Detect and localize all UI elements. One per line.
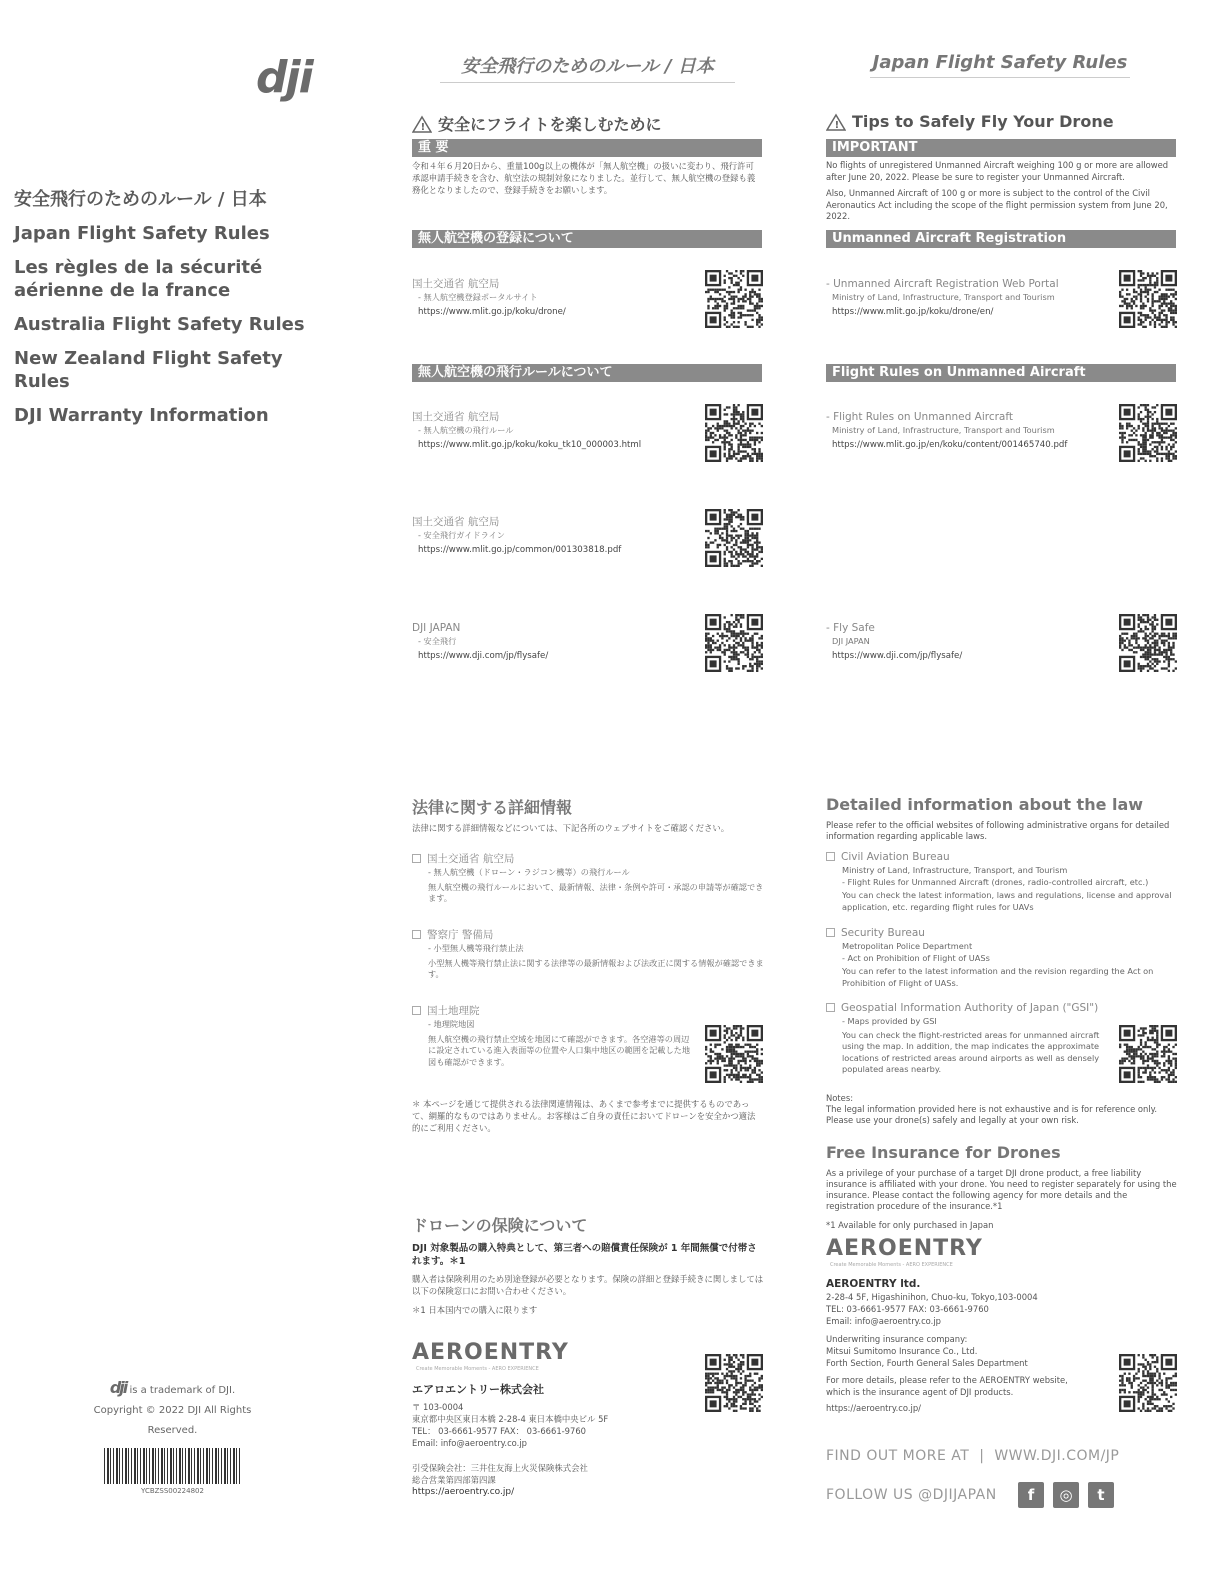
entry-title: 国土交通省 航空局 xyxy=(412,411,500,423)
jp-underwriter xyxy=(412,1462,588,1498)
en-notes-text: The legal information provided here is not exhaustive and is for reference only. Please use your drone(s) safely and legally at your own risk. xyxy=(826,1104,1158,1125)
law-subtitle: - 小型無人機等飛行禁止法 xyxy=(428,943,524,953)
entry-title: - Flight Rules on Unmanned Aircraft xyxy=(826,411,1013,423)
underwriter-line: 引受保険会社：三井住友海上火災保険株式会社 xyxy=(412,1463,588,1473)
aeroentry-url[interactable]: https://aeroentry.co.jp/ xyxy=(412,1487,515,1497)
entry-url[interactable]: https://www.mlit.go.jp/common/001303818.pdf xyxy=(418,545,622,555)
entry-title: 国土交通省 航空局 xyxy=(412,516,500,528)
jp-law-title: 法律に関する詳細情報 xyxy=(412,798,573,817)
en-more-text: For more details, please refer to the AEROENTRY website, which is the insurance agent of DJI products. xyxy=(826,1375,1068,1397)
barcode-number: YCBZSS00224802 xyxy=(141,1487,204,1495)
dji-logo: dji xyxy=(256,52,312,103)
svg-text:!: ! xyxy=(420,121,426,133)
law-subtitle: - 地理院地図 xyxy=(428,1019,475,1029)
en-law-intro: Please refer to the official websites of following administrative organs for detailed information regarding applicable laws. xyxy=(826,820,1170,841)
en-insurance-note: *1 Available for only purchased in Japan xyxy=(826,1220,994,1230)
entry-url[interactable]: https://www.dji.com/jp/flysafe/ xyxy=(418,651,549,661)
entry-url[interactable]: https://www.mlit.go.jp/koku/drone/ xyxy=(418,307,566,317)
entry-subtitle: - 安全飛行ガイドライン xyxy=(418,530,505,540)
address-line: 〒 103-0004 xyxy=(412,1402,464,1412)
qr-code-icon[interactable] xyxy=(705,404,763,462)
entry-subtitle: Ministry of Land, Infrastructure, Transport and Tourism xyxy=(832,292,1055,302)
law-subtitle: - 無人航空機（ドローン・ラジコン機等）の飛行ルール xyxy=(428,867,630,877)
law-heading: 警察庁 警備局 xyxy=(427,929,494,941)
underwriter-line: Mitsui Sumitomo Insurance Co., Ltd. xyxy=(826,1346,978,1356)
en-law-title: Detailed information about the law xyxy=(826,795,1144,814)
jp-important-text: 令和４年６月20日から、重量100g以上の機体が「無人航空機」の扱いに変わり、飛行許可承認申請手続きを含む、航空法の規制対象になりました。並行して、無人航空機の登録も義務化となりましたので、登録手続きをお願いします。 xyxy=(412,161,756,195)
entry-url[interactable]: https://www.mlit.go.jp/en/koku/content/001465740.pdf xyxy=(832,440,1068,450)
qr-code-icon[interactable] xyxy=(705,1025,763,1083)
en-underwriter xyxy=(826,1333,1028,1369)
warning-icon xyxy=(412,115,432,133)
find-out-more[interactable]: FIND OUT MORE AT | WWW.DJI.COM/JP xyxy=(826,1448,1120,1464)
law-heading: 国土地理院 xyxy=(427,1005,480,1017)
law-text: You can refer to the latest information and the revision regarding the Act on Prohibition of Flight of UASs. xyxy=(842,966,1154,988)
jp-tips-heading xyxy=(412,112,662,135)
en-insurance-title: Free Insurance for Drones xyxy=(826,1143,1061,1162)
entry-subtitle: DJI JAPAN xyxy=(832,636,870,646)
checkbox-icon xyxy=(412,1006,421,1015)
en-address xyxy=(826,1291,1038,1327)
jp-law-note: ＊ 本ページを通じて提供される法律関連情報は、あくまで参考までに提供するものであって、網羅的なものではありません。お客様はご自身の責任においてドローンを安全かつ適法的にご利用ください。 xyxy=(412,1099,756,1133)
address-line: TEL： 03-6661-9577 FAX： 03-6661-9760 xyxy=(412,1426,586,1436)
checkbox-icon xyxy=(826,1003,835,1012)
jp-law-item-2 xyxy=(412,928,764,981)
underwriter-line: Forth Section, Fourth General Sales Department xyxy=(826,1358,1028,1368)
en-notes-label: Notes: xyxy=(826,1093,854,1103)
law-subtitle: - Maps provided by GSI xyxy=(842,1016,937,1026)
en-important-text-2: Also, Unmanned Aircraft of 100 g or more is subject to the control of the Civil Aeronautics Act including the scope of the flight permission system from June 20, 2022. xyxy=(826,188,1168,221)
en-important-bar: IMPORTANT xyxy=(826,139,1176,157)
address-line: Email: info@aeroentry.co.jp xyxy=(412,1438,527,1448)
warning-icon xyxy=(826,113,846,131)
law-heading: Civil Aviation Bureau xyxy=(841,851,950,863)
law-subtitle: - Flight Rules for Unmanned Aircraft (drones, radio-controlled aircraft, etc.) xyxy=(842,876,1149,887)
aeroentry-tagline: Create Memorable Moments - AERO EXPERIENCE xyxy=(830,1262,953,1268)
underwriter-line: Underwriting insurance company: xyxy=(826,1334,968,1344)
entry-subtitle: - 安全飛行 xyxy=(418,636,457,646)
toc-item-warranty[interactable]: DJI Warranty Information xyxy=(14,405,269,426)
table-of-contents xyxy=(14,188,344,438)
jp-insurance-lead: DJI 対象製品の購入特典として、第三者への賠償責任保険が 1 年間無償で付帯されます。＊1 xyxy=(412,1243,757,1267)
address-line: 2-28-4 5F, Higashinihon, Chuo-ku, Tokyo,103-0004 xyxy=(826,1292,1038,1302)
entry-subtitle: Ministry of Land, Infrastructure, Transport and Tourism xyxy=(832,425,1055,435)
jp-rules-entry-1 xyxy=(412,410,641,453)
jp-registration-bar: 無人航空機の登録について xyxy=(412,230,762,248)
toc-item-japan[interactable]: Japan Flight Safety Rules xyxy=(14,223,270,244)
checkbox-icon xyxy=(826,928,835,937)
jp-insurance-title: ドローンの保険について xyxy=(412,1216,588,1235)
en-aeroentry-url[interactable]: https://aeroentry.co.jp/ xyxy=(826,1403,922,1413)
entry-url[interactable]: https://www.dji.com/jp/flysafe/ xyxy=(832,651,963,661)
jp-law-item-1 xyxy=(412,852,764,905)
copyright-text: Copyright © 2022 DJI All Rights Reserved. xyxy=(93,1405,252,1436)
jp-registration-entry xyxy=(412,277,566,320)
qr-code-icon[interactable] xyxy=(1119,1025,1177,1083)
law-heading: Security Bureau xyxy=(841,927,925,939)
aeroentry-logo: AEROENTRY xyxy=(412,1340,569,1365)
law-subtitle: Ministry of Land, Infrastructure, Transport, and Tourism xyxy=(842,865,1068,875)
entry-title: - Unmanned Aircraft Registration Web Portal xyxy=(826,278,1059,290)
en-tips-heading xyxy=(826,112,1114,131)
law-subtitle: Metropolitan Police Department xyxy=(842,941,973,951)
qr-code-icon[interactable] xyxy=(1119,404,1177,462)
address-line: 東京都中央区東日本橋 2-28-4 東日本橋中央ビル 5F xyxy=(412,1414,609,1424)
en-registration-entry xyxy=(826,277,1059,320)
follow-us[interactable]: FOLLOW US @DJIJAPAN xyxy=(826,1487,997,1503)
svg-text:!: ! xyxy=(834,119,840,131)
en-title: Japan Flight Safety Rules xyxy=(870,52,1130,78)
law-heading: Geospatial Information Authority of Japan ("GSI") xyxy=(841,1002,1099,1014)
underwriter-line: 総合営業第四部第四課 xyxy=(412,1475,496,1485)
en-rules-entry-1 xyxy=(826,410,1067,453)
en-law-item-1 xyxy=(826,850,1178,913)
qr-code-icon[interactable] xyxy=(705,1354,763,1412)
jp-company-name: エアロエントリー株式会社 xyxy=(412,1383,544,1396)
en-law-item-2 xyxy=(826,926,1178,989)
entry-subtitle: - 無人航空機の飛行ルール xyxy=(418,425,514,435)
trademark-block xyxy=(70,1378,275,1441)
qr-code-icon[interactable] xyxy=(705,270,763,328)
en-law-item-3 xyxy=(826,1001,1111,1076)
barcode xyxy=(104,1448,241,1484)
toc-item-france[interactable]: Les règles de la sécurité aérienne de la france xyxy=(14,257,263,301)
instagram-icon[interactable]: ◎ xyxy=(1053,1482,1079,1508)
en-important-text-1: No flights of unregistered Unmanned Aircraft weighing 100 g or more are allowed after June 20, 2022. Please be sure to register your Unmanned Aircraft. xyxy=(826,160,1169,182)
trademark-text: is a trademark of DJI. xyxy=(129,1385,236,1396)
law-text: 無人航空機の飛行ルールにおいて、最新情報、法律・条例や許可・承認の申請等が確認できます。 xyxy=(428,881,764,903)
facebook-icon[interactable]: f xyxy=(1018,1482,1044,1508)
address-line: Email: info@aeroentry.co.jp xyxy=(826,1316,941,1326)
en-rules-bar: Flight Rules on Unmanned Aircraft xyxy=(826,364,1176,382)
jp-rules-bar: 無人航空機の飛行ルールについて xyxy=(412,364,762,382)
law-text: 無人航空機の飛行禁止空域を地図にて確認ができます。各空港等の周辺に設定されている進入表面等の位置や人口集中地区の範囲を記載した地図も確認ができます。 xyxy=(428,1033,691,1067)
checkbox-icon xyxy=(412,854,421,863)
en-insurance-text: As a privilege of your purchase of a target DJI drone product, a free liability insurance is affiliated with your drone. You need to register separately for using the insurance. Please contact the following agency for more details and the registration procedure of the insurance.*1 xyxy=(826,1168,1177,1211)
toc-item-jp[interactable]: 安全飛行のためのルール / 日本 xyxy=(14,189,267,210)
jp-rules-entry-3 xyxy=(412,621,548,664)
en-tips-text: Tips to Safely Fly Your Drone xyxy=(852,112,1114,131)
entry-title: - Fly Safe xyxy=(826,622,875,634)
law-heading: 国土交通省 航空局 xyxy=(427,853,515,865)
entry-url[interactable]: https://www.mlit.go.jp/koku/drone/en/ xyxy=(832,307,994,317)
checkbox-icon xyxy=(412,930,421,939)
toc-item-newzealand[interactable]: New Zealand Flight Safety Rules xyxy=(14,348,283,392)
qr-code-icon[interactable] xyxy=(705,614,763,672)
law-text: You can check the latest information, laws and regulations, license and approval application, etc. regarding flight rules for UAVs xyxy=(842,890,1172,912)
en-rules-entry-3 xyxy=(826,621,962,664)
entry-subtitle: - 無人航空機登録ポータルサイト xyxy=(418,292,538,302)
qr-code-icon[interactable] xyxy=(705,509,763,567)
aeroentry-tagline: Create Memorable Moments - AERO EXPERIENCE xyxy=(416,1366,539,1372)
law-text: You can check the flight-restricted areas for unmanned aircraft using the map. In addition, the map indicates the approximate locations of restricted areas around airports as well as densely populated areas nearby. xyxy=(842,1029,1100,1074)
qr-code-icon[interactable] xyxy=(1119,270,1177,328)
toc-item-australia[interactable]: Australia Flight Safety Rules xyxy=(14,314,305,335)
jp-address xyxy=(412,1401,608,1449)
jp-important-bar: 重 要 xyxy=(412,139,762,157)
qr-code-icon[interactable] xyxy=(1119,1354,1177,1412)
entry-url[interactable]: https://www.mlit.go.jp/koku/koku_tk10_000003.html xyxy=(418,440,642,450)
entry-title: 国土交通省 航空局 xyxy=(412,278,500,290)
jp-law-item-3 xyxy=(412,1004,692,1068)
dji-small-logo: dji xyxy=(109,1378,127,1397)
checkbox-icon xyxy=(826,852,835,861)
law-text: 小型無人機等飛行禁止法に関する法律等の最新情報および法改正に関する情報が確認できます。 xyxy=(428,957,764,979)
jp-rules-entry-2 xyxy=(412,515,621,558)
jp-tips-text: 安全にフライトを楽しむために xyxy=(438,115,662,134)
twitter-icon[interactable]: t xyxy=(1088,1482,1114,1508)
address-line: TEL: 03-6661-9577 FAX: 03-6661-9760 xyxy=(826,1304,989,1314)
en-company-name: AEROENTRY ltd. xyxy=(826,1278,921,1290)
aeroentry-logo: AEROENTRY xyxy=(826,1236,983,1261)
qr-code-icon[interactable] xyxy=(1119,614,1177,672)
entry-title: DJI JAPAN xyxy=(412,622,461,634)
jp-law-intro: 法律に関する詳細情報などについては、下記各所のウェブサイトをご確認ください。 xyxy=(412,823,730,833)
jp-insurance-note: ＊1 日本国内での購入に限ります xyxy=(412,1305,538,1315)
en-registration-bar: Unmanned Aircraft Registration xyxy=(826,230,1176,248)
law-subtitle: - Act on Prohibition of Flight of UASs xyxy=(842,952,990,963)
jp-title: 安全飛行のためのルール / 日本 xyxy=(440,52,735,83)
jp-insurance-text: 購入者は保険利用のため別途登録が必要となります。保険の詳細と登録手続きに関しましては以下の保険窓口にお問い合わせください。 xyxy=(412,1274,764,1296)
